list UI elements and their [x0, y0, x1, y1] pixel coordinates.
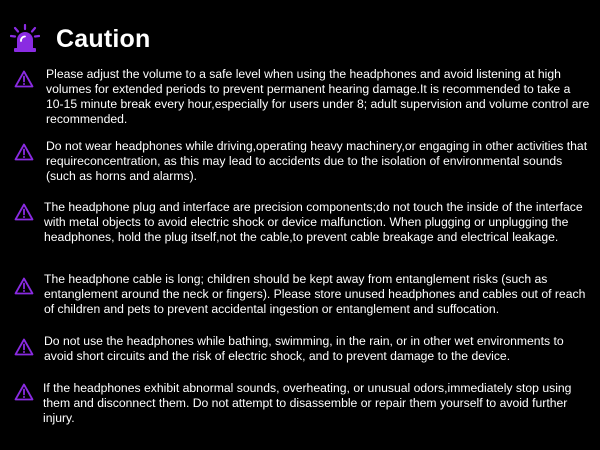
caution-item	[14, 139, 590, 184]
caution-text: The headphone cable is long; children should be kept away from entanglement risks (such as entanglement around the neck or fingers). Please store unused headphones and cables out of reach of children and pets to prevent accidental ingestion or entanglement and suffocation.	[44, 272, 586, 316]
caution-header	[10, 22, 150, 56]
warning-triangle-icon	[14, 383, 34, 401]
warning-triangle-icon	[14, 277, 34, 295]
caution-text: Do not use the headphones while bathing, swimming, in the rain, or in other wet environments to avoid short circuits and the risk of electric shock, and to prevent damage to the device.	[44, 334, 564, 363]
warning-triangle-icon	[14, 203, 34, 221]
caution-item	[14, 334, 590, 364]
caution-item	[14, 381, 590, 426]
caution-item	[14, 67, 590, 127]
warning-triangle-icon	[14, 143, 34, 161]
caution-text: Please adjust the volume to a safe level when using the headphones and avoid listening at high volumes for extended periods to prevent permanent hearing damage.It is recommended to take a 10-15 minute break every hour,especially for users under 8; adult supervision and volume control are recommended.	[46, 67, 590, 126]
siren-light-icon	[10, 24, 40, 54]
caution-item	[14, 272, 590, 317]
caution-text: The headphone plug and interface are precision components;do not touch the inside of the interface with metal objects to avoid electric shock or device malfunction. When plugging or unplugging the headphones, hold the plug itself,not the cable,to prevent cable breakage and electrical leakage.	[44, 200, 583, 244]
warning-triangle-icon	[14, 338, 34, 356]
caution-text: Do not wear headphones while driving,operating heavy machinery,or engaging in other activities that requireconcentration, as this may lead to accidents due to the isolation of environmental sounds (such as horns and alarms).	[46, 139, 588, 183]
caution-text: If the headphones exhibit abnormal sounds, overheating, or unusual odors,immediately stop using them and disconnect them. Do not attempt to disassemble or repair them yourself to avoid further injury.	[43, 381, 572, 425]
page-title: Caution	[56, 24, 151, 53]
caution-item	[14, 200, 590, 245]
warning-triangle-icon	[14, 70, 34, 88]
